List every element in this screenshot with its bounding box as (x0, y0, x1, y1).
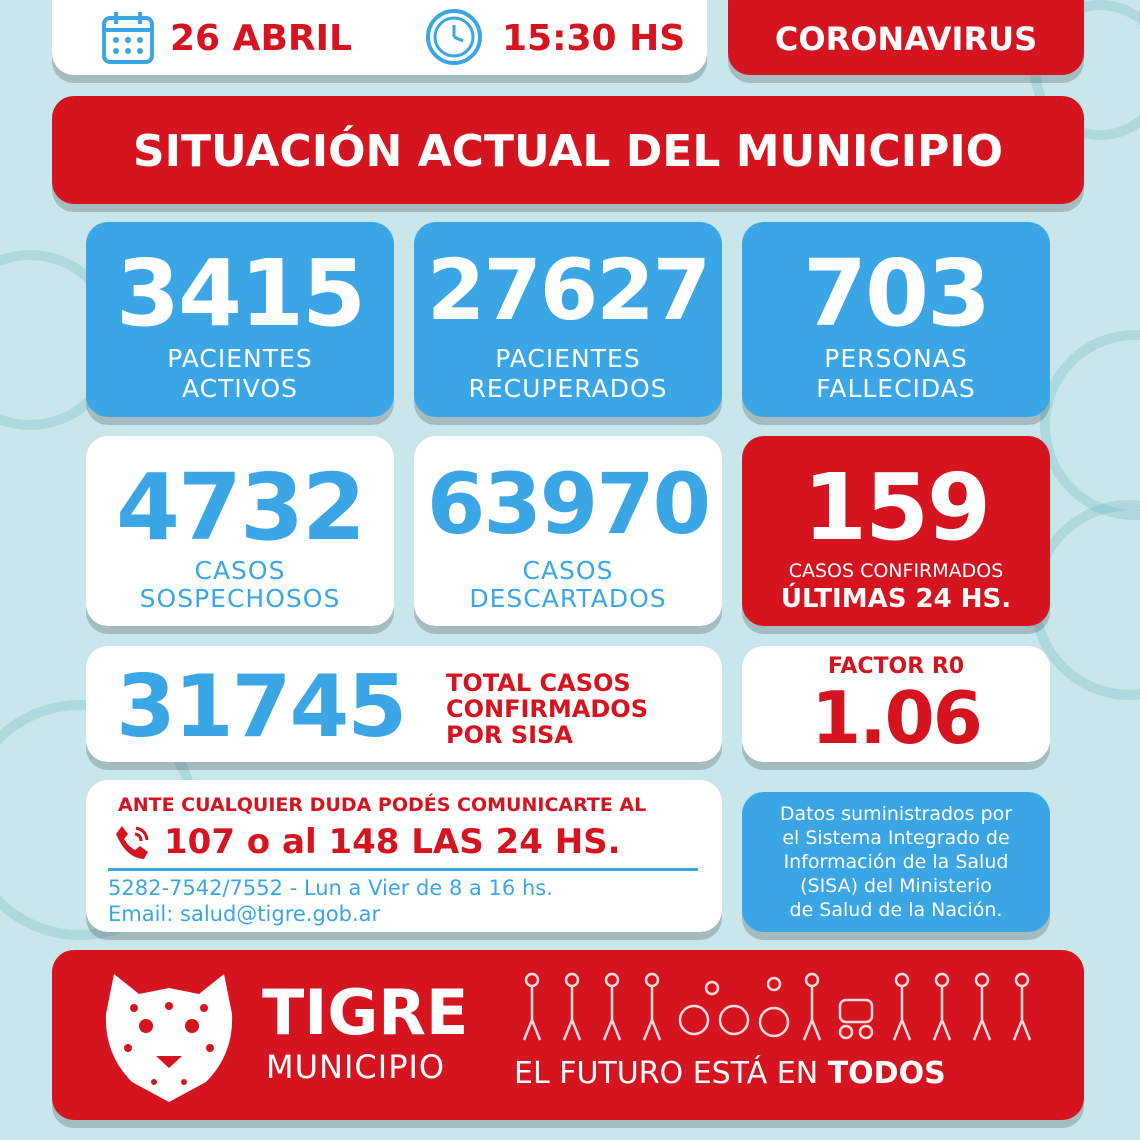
stat-descartados (414, 436, 722, 626)
stat-total (86, 646, 722, 762)
stat-label-2: ACTIVOS (182, 374, 298, 403)
people-icons (512, 970, 1052, 1042)
source-line: (SISA) del Ministerio (800, 875, 992, 897)
date-text: 26 ABRIL (170, 18, 352, 59)
stat-label-1: CASOS CONFIRMADOS (788, 560, 1004, 582)
title-banner (52, 96, 1084, 204)
stat-confirmados-24 (742, 436, 1050, 626)
stat-recuperados (414, 222, 722, 417)
total-label-3: POR SISA (446, 721, 573, 749)
contact-email: Email: salud@tigre.gob.ar (108, 902, 381, 926)
contact-card (86, 780, 722, 932)
stat-number: 159 (802, 454, 990, 561)
footer-banner (52, 950, 1084, 1120)
brand-name: TIGRE (262, 976, 469, 1049)
stat-number: 31745 (116, 657, 406, 757)
stat-number: 63970 (426, 455, 710, 553)
time-text: 15:30 HS (502, 18, 686, 59)
contact-hours: 5282-7542/7552 - Lun a Vier de 8 a 16 hs. (108, 876, 553, 900)
stat-activos (86, 222, 394, 417)
stat-label-2: SOSPECHOSOS (139, 584, 341, 613)
source-line: Datos suministrados por (779, 803, 1013, 825)
stat-number: 4732 (115, 454, 365, 561)
stat-label-2: ÚLTIMAS 24 HS. (780, 584, 1012, 614)
slogan (514, 1056, 946, 1091)
jaguar-logo (94, 964, 244, 1106)
contact-divider (108, 868, 698, 871)
stat-sospechosos (86, 436, 394, 626)
stat-label-1: CASOS (194, 556, 286, 585)
phone-icon (112, 822, 152, 862)
slogan-part-b: TODOS (827, 1056, 946, 1091)
coronavirus-tag (728, 0, 1084, 75)
clock-icon (425, 8, 483, 66)
stat-label-1: PACIENTES (167, 344, 313, 373)
calendar-icon (100, 10, 156, 66)
factor-r0-card (742, 646, 1050, 762)
stat-number: 27627 (426, 241, 710, 339)
brand-sub: MUNICIPIO (266, 1048, 446, 1086)
factor-label: FACTOR R0 (827, 654, 965, 679)
source-card (742, 792, 1050, 932)
stat-label-2: DESCARTADOS (469, 584, 667, 613)
source-line: el Sistema Integrado de (782, 827, 1010, 849)
tag-text: CORONAVIRUS (774, 20, 1038, 58)
stat-label-1: PACIENTES (495, 344, 641, 373)
stat-fallecidos (742, 222, 1050, 417)
date-time-card (52, 0, 707, 75)
total-label-2: CONFIRMADOS (446, 695, 648, 723)
stat-label-1: CASOS (522, 556, 614, 585)
stat-label-2: RECUPERADOS (468, 374, 668, 403)
stat-number: 3415 (115, 240, 365, 347)
stat-label-2: FALLECIDAS (816, 374, 976, 403)
stat-number: 703 (802, 240, 990, 347)
source-line: Información de la Salud (783, 851, 1009, 873)
virus-decoration (1040, 330, 1140, 520)
page-title: SITUACIÓN ACTUAL DEL MUNICIPIO (132, 126, 1004, 177)
factor-value: 1.06 (811, 676, 981, 760)
contact-phones: 107 o al 148 LAS 24 HS. (164, 822, 621, 862)
total-label-1: TOTAL CASOS (446, 669, 631, 697)
slogan-part-a: EL FUTURO ESTÁ EN (514, 1056, 819, 1091)
contact-intro: ANTE CUALQUIER DUDA PODÉS COMUNICARTE AL (118, 794, 647, 816)
source-line: de Salud de la Nación. (789, 899, 1003, 921)
stat-label-1: PERSONAS (824, 344, 968, 373)
